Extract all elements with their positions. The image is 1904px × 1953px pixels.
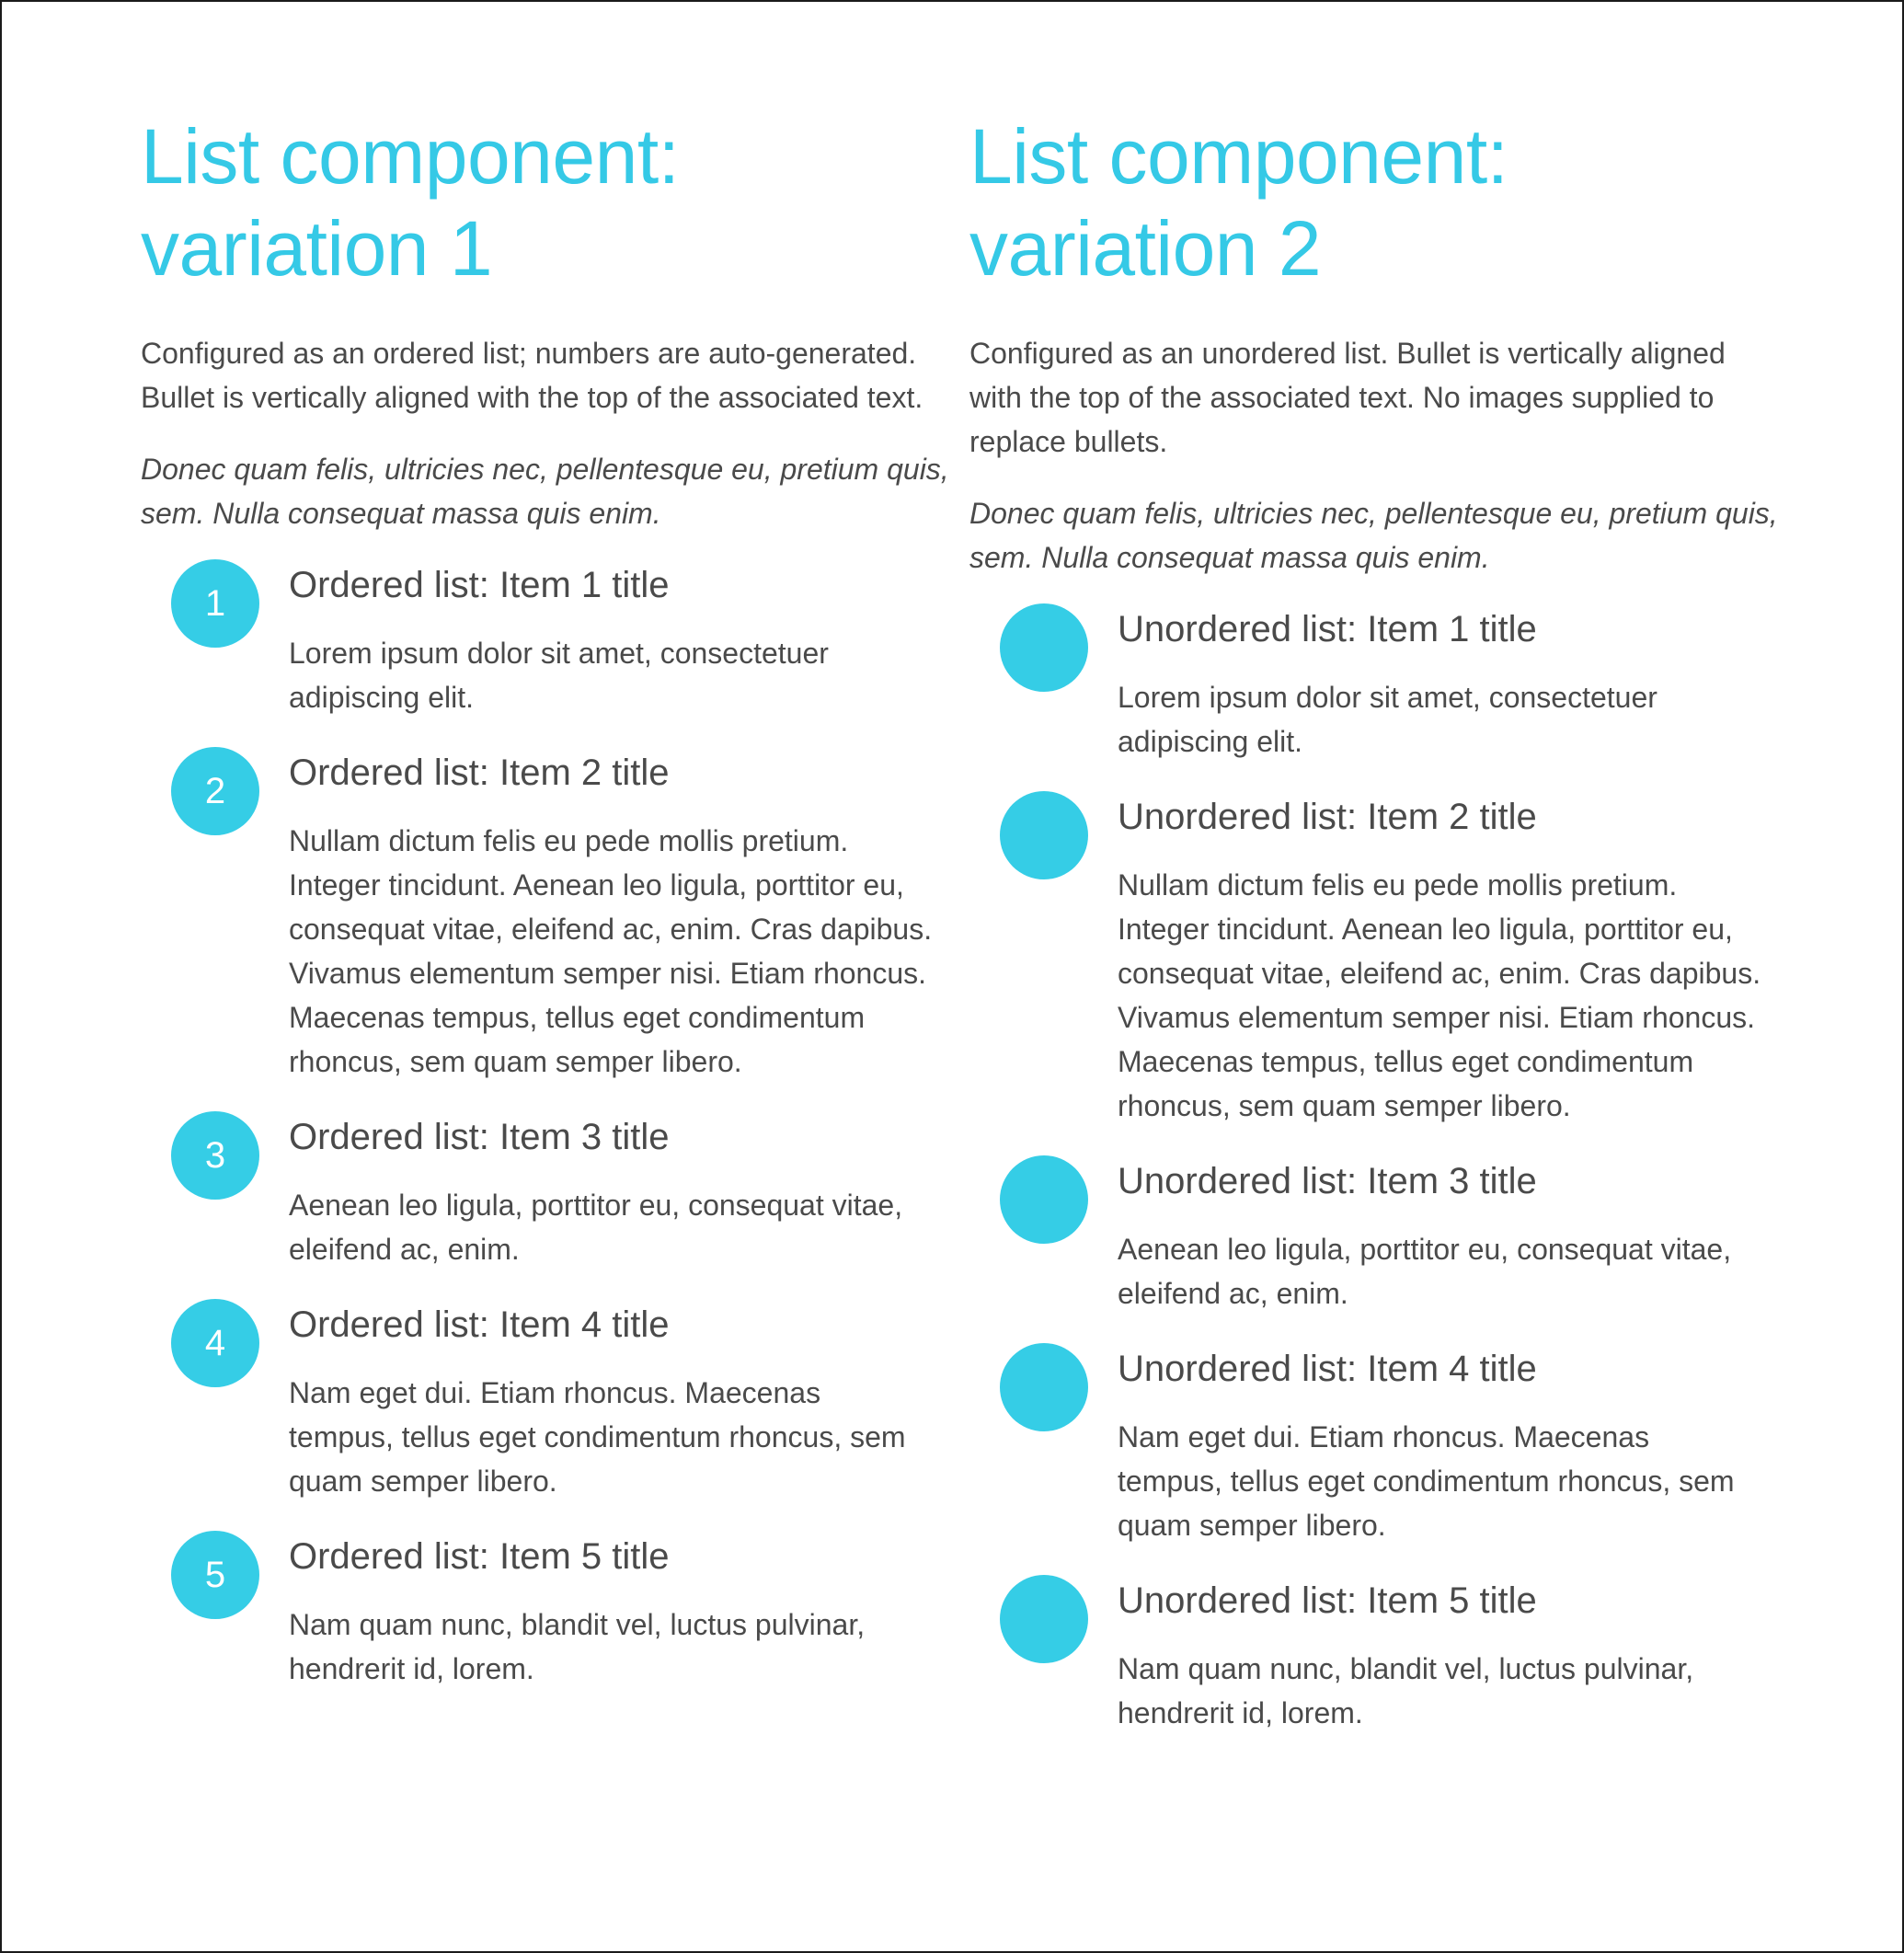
unordered-list-item xyxy=(969,795,1779,1128)
ordered-list-item xyxy=(141,751,950,1084)
item-text: Nullam dictum felis eu pede mollis pretium. Integer tincidunt. Aenean leo ligula, porttitor eu, consequat vitae, eleifend ac, enim. Cras dapibus. Vivamus elementum semper nisi. Etiam rhoncus. Maecenas tempus, tellus eget condimentum rhoncus, sem quam semper libero. xyxy=(289,824,933,1078)
variation-1-column xyxy=(141,110,950,1722)
item-title: Ordered list: Item 1 title xyxy=(289,565,670,605)
item-title: Unordered list: Item 4 title xyxy=(1118,1349,1537,1389)
item-title: Unordered list: Item 5 title xyxy=(1118,1580,1537,1621)
item-text: Nam quam nunc, blandit vel, luctus pulvinar, hendrerit id, lorem. xyxy=(1118,1652,1694,1729)
item-text: Nam eget dui. Etiam rhoncus. Maecenas tempus, tellus eget condimentum rhoncus, sem quam semper libero. xyxy=(289,1376,906,1498)
variation-2-column xyxy=(969,110,1779,1766)
item-title: Ordered list: Item 2 title xyxy=(289,752,670,793)
numbered-bullet: 2 xyxy=(171,747,259,835)
item-title: Unordered list: Item 2 title xyxy=(1118,797,1537,837)
variation-2-quote: Donec quam felis, ultricies nec, pellentesque eu, pretium quis, sem. Nulla consequat massa quis enim. xyxy=(969,497,1778,574)
item-title: Ordered list: Item 4 title xyxy=(289,1304,670,1345)
item-title: Ordered list: Item 5 title xyxy=(289,1536,670,1577)
variation-1-heading: List component: variation 1 xyxy=(141,113,680,292)
unordered-list-item xyxy=(969,1159,1779,1315)
circle-bullet-icon xyxy=(1000,603,1088,692)
unordered-list-item xyxy=(969,607,1779,764)
item-title: Unordered list: Item 1 title xyxy=(1118,609,1537,649)
item-title: Unordered list: Item 3 title xyxy=(1118,1161,1537,1201)
numbered-bullet: 4 xyxy=(171,1299,259,1387)
circle-bullet-icon xyxy=(1000,1575,1088,1663)
circle-bullet-icon xyxy=(1000,1155,1088,1244)
item-text: Nullam dictum felis eu pede mollis pretium. Integer tincidunt. Aenean leo ligula, porttitor eu, consequat vitae, eleifend ac, enim. Cras dapibus. Vivamus elementum semper nisi. Etiam rhoncus. Maecenas tempus, tellus eget condimentum rhoncus, sem quam semper libero. xyxy=(1118,868,1761,1122)
variation-1-intro: Configured as an ordered list; numbers are auto-generated. Bullet is vertically aligned with the top of the associated text. xyxy=(141,337,923,414)
numbered-bullet: 5 xyxy=(171,1531,259,1619)
variation-2-intro: Configured as an unordered list. Bullet is vertically aligned with the top of the associated text. No images supplied to replace bullets. xyxy=(969,337,1726,458)
ordered-list-item xyxy=(141,563,950,719)
numbered-bullet: 3 xyxy=(171,1111,259,1200)
numbered-bullet: 1 xyxy=(171,559,259,648)
ordered-list-item xyxy=(141,1115,950,1271)
unordered-list xyxy=(969,607,1779,1735)
item-title: Ordered list: Item 3 title xyxy=(289,1117,670,1157)
item-text: Aenean leo ligula, porttitor eu, consequat vitae, eleifend ac, enim. xyxy=(289,1189,903,1266)
variation-2-heading: List component: variation 2 xyxy=(969,113,1508,292)
item-text: Lorem ipsum dolor sit amet, consectetuer adipiscing elit. xyxy=(289,637,829,714)
variation-1-quote: Donec quam felis, ultricies nec, pellentesque eu, pretium quis, sem. Nulla consequat massa quis enim. xyxy=(141,453,949,530)
unordered-list-item xyxy=(969,1347,1779,1547)
unordered-list-item xyxy=(969,1579,1779,1735)
ordered-list xyxy=(141,563,950,1691)
item-text: Lorem ipsum dolor sit amet, consectetuer adipiscing elit. xyxy=(1118,681,1657,758)
item-text: Nam quam nunc, blandit vel, luctus pulvinar, hendrerit id, lorem. xyxy=(289,1608,866,1685)
circle-bullet-icon xyxy=(1000,791,1088,879)
item-text: Aenean leo ligula, porttitor eu, consequat vitae, eleifend ac, enim. xyxy=(1118,1233,1732,1310)
circle-bullet-icon xyxy=(1000,1343,1088,1431)
ordered-list-item xyxy=(141,1534,950,1691)
ordered-list-item xyxy=(141,1303,950,1503)
item-text: Nam eget dui. Etiam rhoncus. Maecenas tempus, tellus eget condimentum rhoncus, sem quam semper libero. xyxy=(1118,1420,1735,1542)
